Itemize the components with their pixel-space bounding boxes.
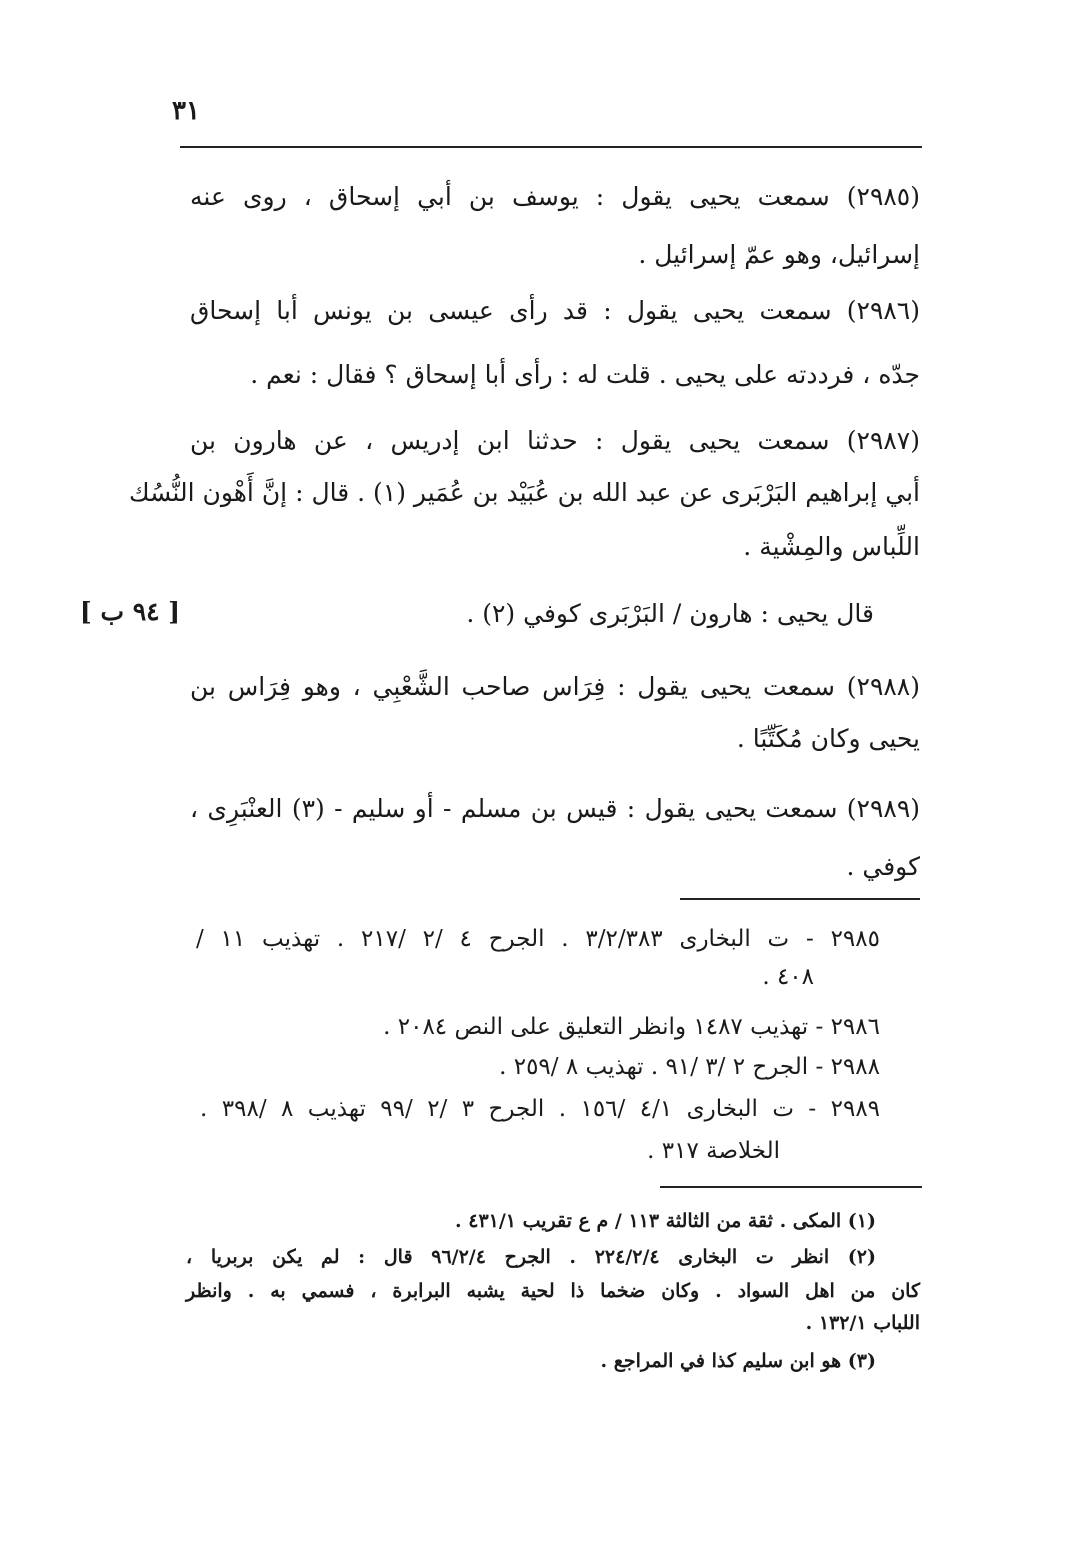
- page-number: ٣١: [172, 96, 200, 126]
- footnotes-divider: [660, 1186, 922, 1188]
- entry-2986-line-1: (٢٩٨٦) سمعت يحيى يقول : قد رأى عيسى بن يونس أبا إسحاق: [190, 296, 920, 325]
- header-rule: [180, 146, 922, 148]
- entry-2987-line-3: اللِّباس والمِشْية .: [743, 532, 920, 561]
- footnote-2-line-2: كان من اهل السواد . وكان ضخما ذا لحية يشبه البرابرة ، فسمي به . وانظر: [186, 1280, 920, 1302]
- entry-2987-line-1: (٢٩٨٧) سمعت يحيى يقول : حدثنا ابن إدريس ، عن هارون بن: [190, 426, 920, 455]
- entry-2985-line-1: (٢٩٨٥) سمعت يحيى يقول : يوسف بن أبي إسحاق ، روى عنه: [190, 182, 920, 211]
- entry-2987-line-2: أبي إبراهيم البَرْبَرى عن عبد الله بن عُبَيْد بن عُمَير (١) . قال : إنَّ أَهْون النُّسُك: [129, 478, 920, 507]
- footnote-3: (٣) هو ابن سليم كذا في المراجع .: [600, 1350, 876, 1372]
- footnote-1: (١) المكى . ثقة من الثالثة ١١٣ / م ع تقريب ٤٣١/١ .: [455, 1210, 876, 1232]
- reference-2985-line-2: ٤٠٨ .: [762, 964, 814, 990]
- footnote-2-line-3: اللباب ١٣٢/١ .: [805, 1312, 920, 1334]
- entry-2985-line-2: إسرائيل، وهو عمّ إسرائيل .: [638, 240, 920, 269]
- reference-2986: ٢٩٨٦ - تهذيب ١٤٨٧ وانظر التعليق على النص ٢٠٨٤ .: [383, 1014, 880, 1040]
- entry-2988-line-2: يحيى وكان مُكَتِّبًا .: [736, 724, 920, 753]
- reference-2988: ٢٩٨٨ - الجرح ٢ /٣ /٩١ . تهذيب ٨ /٢٥٩ .: [499, 1054, 880, 1080]
- references-divider: [680, 898, 920, 900]
- reference-2985-line-1: ٢٩٨٥ - ت البخارى ٣/٢/٣٨٣ . الجرح ٤ /٢ /٢١٧ . تهذيب ١١ /: [196, 926, 880, 952]
- entry-2989-line-1: (٢٩٨٩) سمعت يحيى يقول : قيس بن مسلم - أو سليم - (٣) العنْبَرِى ،: [190, 794, 921, 823]
- entry-2986-line-2: جدّه ، فرددته على يحيى . قلت له : رأى أبا إسحاق ؟ فقال : نعم .: [250, 360, 920, 389]
- entry-2988-line-1: (٢٩٨٨) سمعت يحيى يقول : فِرَاس صاحب الشَّعْبِي ، وهو فِرَاس بن: [190, 672, 920, 701]
- footnote-2-line-1: (٢) انظر ت البخارى ٢٢٤/٢/٤ . الجرح ٩٦/٢/٤ قال : لم يكن بربريا ،: [186, 1246, 877, 1268]
- reference-2989-line-2: الخلاصة ٣١٧ .: [647, 1138, 780, 1164]
- reference-2989-line-1: ٢٩٨٩ - ت البخارى ٤/١ /١٥٦ . الجرح ٣ /٢ /٩٩ تهذيب ٨ /٣٩٨ .: [200, 1096, 881, 1122]
- entry-2989-line-2: كوفي .: [846, 852, 920, 881]
- entry-2987-line-4: قال يحيى : هارون / البَرْبَرى كوفي (٢) .: [466, 599, 874, 628]
- margin-folio-reference: [ ٩٤ ب ]: [79, 597, 181, 626]
